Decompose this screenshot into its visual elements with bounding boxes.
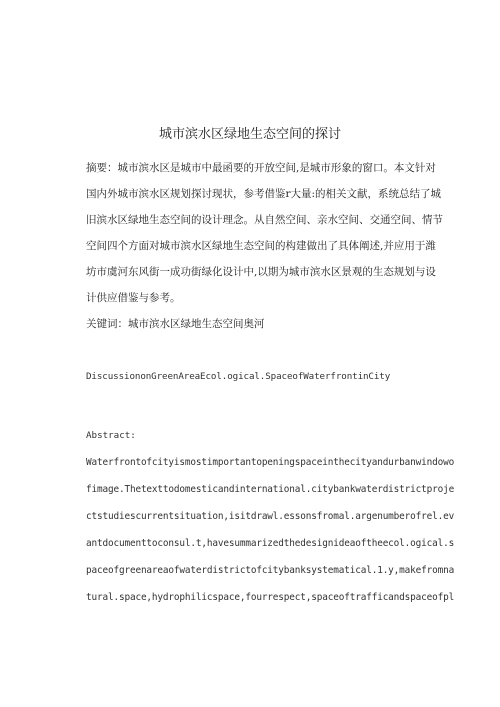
abstract-en-line: ctstudiescurrentsituation,isitdrawl.essonsfromal.argenumberofrel.ev bbox=[86, 511, 455, 522]
abstract-cn-line: 空间四个方面对城市滨水区绿地生态空间的构建做出了具体阐述,并应用于潍 bbox=[86, 240, 436, 252]
abstract-en-line: paceofgreenareaofwaterdistrictofcitybanksystematical.1.y,makefromna bbox=[86, 565, 455, 576]
keywords-cn: 关键词：城市滨水区绿地生态空间奥河 bbox=[86, 318, 265, 330]
abstract-en-line: tural.space,hydrophilicspace,fourrespect,spaceoftrafficandspaceofpl bbox=[86, 592, 455, 603]
abstract-cn-line: 计供应借鉴与参考。 bbox=[86, 292, 181, 304]
abstract-en-line: Waterfrontofcityismostimportantopeningspaceinthecityandurbanwindowo bbox=[86, 457, 455, 468]
abstract-cn-line: 旧滨水区绿地生态空间的设计理念。从自然空间、亲水空间、交通空间、情节 bbox=[86, 214, 443, 226]
english-title: DiscussiononGreenAreaEcol.ogical.SpaceofWaterfrontinCity bbox=[86, 371, 391, 382]
abstract-en-line: fimage.Thetexttodomesticandinternational.citybankwaterdistrictproje bbox=[86, 484, 455, 495]
document-title: 城市滨水区绿地生态空间的探讨 bbox=[158, 127, 341, 142]
abstract-en-label: Abstract: bbox=[86, 430, 136, 441]
abstract-en-line: antdocumenttoconsul.t,havesummarizedthedesignideaoftheecol.ogical.s bbox=[86, 538, 455, 549]
abstract-cn-line: 坊市虞河东风街一成功街绿化设计中,以期为城市滨水区景观的生态规划与设 bbox=[86, 266, 436, 278]
abstract-cn-line: 国内外城市滨水区规划探讨现状，参考借鉴r大量:的相关文献，系统总结了城 bbox=[86, 188, 442, 200]
abstract-cn-line: 摘要：城市滨水区是城市中最函要的开放空间,是城市形象的窗口。本文针对 bbox=[86, 162, 436, 174]
